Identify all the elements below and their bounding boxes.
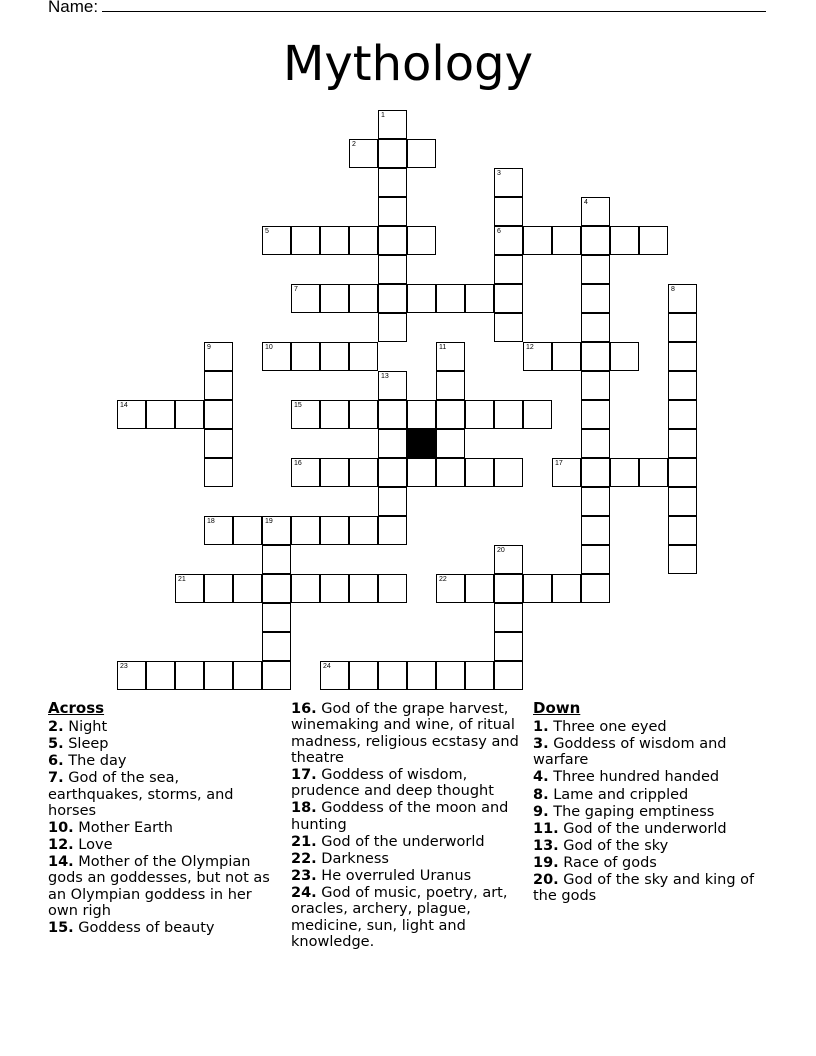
- grid-cell[interactable]: [494, 458, 523, 487]
- black-square: [407, 429, 436, 458]
- clue-text: Sleep: [63, 736, 109, 753]
- clue-text: God of the grape harvest, winemaking and wine, of ritual madness, religious ecstasy and theatre: [291, 701, 519, 766]
- grid-cell[interactable]: [581, 342, 610, 371]
- clue-number: 7: [294, 286, 298, 293]
- clue-text: Goddess of wisdom and warfare: [533, 736, 727, 769]
- grid-cell[interactable]: [204, 400, 233, 429]
- grid-cell[interactable]: [291, 400, 320, 429]
- clue-text: God of the sea, earthquakes, storms, and horses: [48, 770, 234, 819]
- clue-number: 9: [207, 344, 211, 351]
- clue-number: 4: [584, 199, 588, 206]
- grid-cell[interactable]: [581, 400, 610, 429]
- grid-cell[interactable]: [436, 284, 465, 313]
- grid-cell[interactable]: [320, 516, 349, 545]
- grid-cell[interactable]: [581, 516, 610, 545]
- grid-cell[interactable]: [378, 139, 407, 168]
- clue-text: God of the sky: [558, 837, 669, 854]
- grid-cell[interactable]: [610, 342, 639, 371]
- clue-text: The day: [63, 753, 127, 770]
- grid-cell[interactable]: [668, 458, 697, 487]
- down-clue: [533, 719, 765, 735]
- grid-cell[interactable]: [552, 458, 581, 487]
- grid-cell[interactable]: [668, 400, 697, 429]
- grid-cell[interactable]: [436, 400, 465, 429]
- clue-number-label: 3.: [533, 736, 549, 753]
- grid-cell[interactable]: [262, 574, 291, 603]
- grid-cell[interactable]: [581, 371, 610, 400]
- clue-number-label: 15.: [48, 920, 74, 937]
- clue-number: 21: [178, 576, 186, 583]
- clue-number: 5: [265, 228, 269, 235]
- grid-cell[interactable]: [204, 516, 233, 545]
- grid-cell[interactable]: [320, 458, 349, 487]
- clue-number: 20: [497, 547, 505, 554]
- clue-text: Love: [73, 837, 113, 854]
- clue-number-label: 8.: [533, 786, 549, 803]
- grid-cell[interactable]: [494, 632, 523, 661]
- grid-cell[interactable]: [436, 342, 465, 371]
- clue-number-label: 18.: [291, 800, 317, 817]
- grid-cell[interactable]: [668, 429, 697, 458]
- grid-cell[interactable]: [262, 342, 291, 371]
- grid-cell[interactable]: [668, 371, 697, 400]
- across-clue: [48, 854, 276, 919]
- clue-number: 10: [265, 344, 273, 351]
- grid-cell[interactable]: [378, 168, 407, 197]
- grid-cell[interactable]: [349, 516, 378, 545]
- grid-cell[interactable]: [233, 574, 262, 603]
- grid-cell[interactable]: [349, 400, 378, 429]
- grid-cell[interactable]: [378, 255, 407, 284]
- clue-text: Goddess of wisdom, prudence and deep thought: [291, 766, 494, 800]
- grid-cell[interactable]: [204, 342, 233, 371]
- grid-cell[interactable]: [146, 661, 175, 690]
- grid-cell[interactable]: [378, 574, 407, 603]
- grid-cell[interactable]: [204, 429, 233, 458]
- clue-text: Goddess of the moon and hunting: [291, 800, 509, 833]
- grid-cell[interactable]: [233, 516, 262, 545]
- grid-cell[interactable]: [668, 487, 697, 516]
- grid-cell[interactable]: [668, 342, 697, 371]
- grid-cell[interactable]: [552, 342, 581, 371]
- clue-number-label: 23.: [291, 867, 317, 884]
- grid-cell[interactable]: [262, 545, 291, 574]
- grid-cell[interactable]: [349, 661, 378, 690]
- grid-cell[interactable]: [581, 284, 610, 313]
- grid-cell[interactable]: [262, 661, 291, 690]
- grid-cell[interactable]: [552, 574, 581, 603]
- grid-cell[interactable]: [436, 574, 465, 603]
- clues-column-3: [533, 700, 765, 905]
- name-label: Name:: [48, 0, 99, 16]
- across-clue: [48, 920, 276, 936]
- clue-number-label: 20.: [533, 872, 559, 889]
- clue-number: 11: [439, 344, 447, 351]
- grid-cell[interactable]: [436, 458, 465, 487]
- across-clue: [48, 753, 276, 769]
- across-clue: [48, 736, 276, 752]
- grid-cell[interactable]: [552, 226, 581, 255]
- grid-cell[interactable]: [581, 574, 610, 603]
- clue-number: 13: [381, 373, 389, 380]
- grid-cell[interactable]: [291, 284, 320, 313]
- clue-text: Mother Earth: [73, 819, 173, 836]
- down-heading: Down: [533, 699, 581, 717]
- grid-cell[interactable]: [204, 661, 233, 690]
- grid-cell[interactable]: [581, 255, 610, 284]
- grid-cell[interactable]: [581, 545, 610, 574]
- grid-cell[interactable]: [146, 400, 175, 429]
- across-clue: [291, 701, 523, 766]
- clue-number-label: 22.: [291, 850, 317, 867]
- puzzle-title: Mythology: [282, 36, 533, 92]
- clue-text: Lame and crippled: [548, 786, 689, 803]
- clue-text: Night: [63, 719, 108, 735]
- grid-cell[interactable]: [407, 661, 436, 690]
- grid-cell[interactable]: [262, 226, 291, 255]
- grid-cell[interactable]: [378, 516, 407, 545]
- grid-cell[interactable]: [494, 168, 523, 197]
- clue-number-label: 24.: [291, 885, 317, 902]
- across-clue: [48, 719, 276, 735]
- grid-cell[interactable]: [407, 284, 436, 313]
- grid-cell[interactable]: [610, 226, 639, 255]
- grid-cell[interactable]: [262, 603, 291, 632]
- clue-number: 16: [294, 460, 302, 467]
- across-clue: [291, 767, 523, 800]
- clue-number-label: 2.: [48, 719, 64, 735]
- grid-cell[interactable]: [436, 371, 465, 400]
- clue-text: God of music, poetry, art, oracles, archery, plague, medicine, sun, light and knowledge.: [291, 885, 508, 950]
- down-clue: [533, 855, 765, 871]
- grid-cell[interactable]: [639, 226, 668, 255]
- clue-number-label: 4.: [533, 769, 549, 786]
- grid-cell[interactable]: [465, 458, 494, 487]
- grid-cell[interactable]: [378, 429, 407, 458]
- grid-cell[interactable]: [494, 284, 523, 313]
- grid-cell[interactable]: [581, 487, 610, 516]
- grid-cell[interactable]: [349, 139, 378, 168]
- down-clue: [533, 872, 765, 905]
- grid-cell[interactable]: [668, 545, 697, 574]
- grid-cell[interactable]: [581, 226, 610, 255]
- clue-number: 15: [294, 402, 302, 409]
- down-clue: [533, 787, 765, 803]
- clue-number-label: 13.: [533, 837, 559, 854]
- across-clue: [48, 770, 276, 819]
- grid-cell[interactable]: [117, 400, 146, 429]
- grid-cell[interactable]: [581, 458, 610, 487]
- clue-text: God of the underworld: [558, 820, 727, 837]
- grid-cell[interactable]: [378, 487, 407, 516]
- clue-number-label: 6.: [48, 753, 64, 770]
- clue-text: Three one eyed: [548, 719, 667, 735]
- grid-cell[interactable]: [494, 255, 523, 284]
- grid-cell[interactable]: [175, 400, 204, 429]
- clue-number: 14: [120, 402, 128, 409]
- grid-cell[interactable]: [581, 313, 610, 342]
- grid-cell[interactable]: [378, 110, 407, 139]
- grid-cell[interactable]: [523, 400, 552, 429]
- grid-cell[interactable]: [639, 458, 668, 487]
- grid-cell[interactable]: [610, 458, 639, 487]
- grid-cell[interactable]: [349, 342, 378, 371]
- grid-cell[interactable]: [378, 197, 407, 226]
- grid-cell[interactable]: [668, 284, 697, 313]
- clue-number-label: 21.: [291, 833, 317, 850]
- grid-cell[interactable]: [407, 400, 436, 429]
- clue-text: Goddess of beauty: [73, 920, 215, 937]
- clue-number-label: 19.: [533, 854, 559, 871]
- grid-cell[interactable]: [523, 226, 552, 255]
- grid-cell[interactable]: [349, 284, 378, 313]
- grid-cell[interactable]: [407, 458, 436, 487]
- clue-number-label: 7.: [48, 770, 64, 787]
- clues-column-2: [291, 701, 523, 951]
- clue-number-label: 17.: [291, 766, 317, 783]
- clue-number: 1: [381, 112, 385, 119]
- clue-number-label: 11.: [533, 820, 559, 837]
- grid-cell[interactable]: [581, 197, 610, 226]
- clue-number-label: 12.: [48, 837, 74, 854]
- clue-text: Race of gods: [558, 854, 657, 871]
- across-clue: [291, 885, 523, 950]
- across-clue: [291, 800, 523, 833]
- clue-text: Three hundred handed: [548, 769, 720, 786]
- across-clue: [291, 851, 523, 867]
- down-clue: [533, 736, 765, 769]
- across-heading: Across: [48, 699, 105, 717]
- grid-cell[interactable]: [320, 574, 349, 603]
- clue-number: 19: [265, 518, 273, 525]
- grid-cell[interactable]: [175, 574, 204, 603]
- down-clue: [533, 804, 765, 820]
- grid-cell[interactable]: [204, 371, 233, 400]
- clue-number: 8: [671, 286, 675, 293]
- grid-cell[interactable]: [175, 661, 204, 690]
- clue-text: Mother of the Olympian gods an goddesses, but not as an Olympian goddess in her own righ: [48, 854, 270, 920]
- grid-cell[interactable]: [378, 661, 407, 690]
- across-clue: [48, 837, 276, 853]
- grid-cell[interactable]: [378, 226, 407, 255]
- grid-cell[interactable]: [465, 284, 494, 313]
- clue-number: 3: [497, 170, 501, 177]
- clue-text: He overruled Uranus: [316, 867, 472, 884]
- grid-cell[interactable]: [378, 284, 407, 313]
- grid-cell[interactable]: [291, 574, 320, 603]
- grid-cell[interactable]: [204, 458, 233, 487]
- clue-text: The gaping emptiness: [548, 803, 715, 820]
- grid-cell[interactable]: [378, 400, 407, 429]
- clue-text: Darkness: [316, 850, 389, 867]
- across-clue: [291, 868, 523, 884]
- grid-cell[interactable]: [117, 661, 146, 690]
- grid-cell[interactable]: [320, 284, 349, 313]
- grid-cell[interactable]: [668, 516, 697, 545]
- clue-text: God of the sky and king of the gods: [533, 872, 755, 905]
- clue-number: 24: [323, 663, 331, 670]
- grid-cell[interactable]: [378, 371, 407, 400]
- clues-column-1: [48, 700, 276, 937]
- grid-cell[interactable]: [291, 342, 320, 371]
- grid-cell[interactable]: [291, 458, 320, 487]
- grid-cell[interactable]: [349, 574, 378, 603]
- clue-number-label: 10.: [48, 819, 74, 836]
- grid-cell[interactable]: [465, 574, 494, 603]
- grid-cell[interactable]: [494, 313, 523, 342]
- clue-number-label: 5.: [48, 736, 64, 753]
- down-clue: [533, 769, 765, 785]
- clue-number: 22: [439, 576, 447, 583]
- grid-cell[interactable]: [407, 226, 436, 255]
- grid-cell[interactable]: [494, 226, 523, 255]
- down-clue: [533, 838, 765, 854]
- grid-cell[interactable]: [523, 342, 552, 371]
- grid-cell[interactable]: [494, 574, 523, 603]
- grid-cell[interactable]: [523, 574, 552, 603]
- down-clue: [533, 821, 765, 837]
- grid-cell[interactable]: [349, 458, 378, 487]
- grid-cell[interactable]: [494, 400, 523, 429]
- grid-cell[interactable]: [262, 516, 291, 545]
- grid-cell[interactable]: [494, 603, 523, 632]
- grid-cell[interactable]: [436, 661, 465, 690]
- grid-cell[interactable]: [668, 313, 697, 342]
- grid-cell[interactable]: [204, 574, 233, 603]
- across-clue: [291, 834, 523, 850]
- clue-text: God of the underworld: [316, 833, 485, 850]
- clue-number-label: 14.: [48, 854, 74, 871]
- grid-cell[interactable]: [291, 226, 320, 255]
- grid-cell[interactable]: [581, 429, 610, 458]
- grid-cell[interactable]: [262, 632, 291, 661]
- grid-cell[interactable]: [291, 516, 320, 545]
- grid-cell[interactable]: [233, 661, 262, 690]
- grid-cell[interactable]: [378, 313, 407, 342]
- grid-cell[interactable]: [320, 226, 349, 255]
- grid-cell[interactable]: [494, 197, 523, 226]
- clue-number: 17: [555, 460, 563, 467]
- clue-number-label: 1.: [533, 719, 549, 735]
- grid-cell[interactable]: [320, 661, 349, 690]
- clue-number: 2: [352, 141, 356, 148]
- grid-cell[interactable]: [378, 458, 407, 487]
- grid-cell[interactable]: [494, 545, 523, 574]
- grid-cell[interactable]: [407, 139, 436, 168]
- clue-number: 12: [526, 344, 534, 351]
- grid-cell[interactable]: [436, 429, 465, 458]
- clue-number: 18: [207, 518, 215, 525]
- clue-number: 23: [120, 663, 128, 670]
- across-clue: [48, 820, 276, 836]
- grid-cell[interactable]: [320, 342, 349, 371]
- clue-number-label: 9.: [533, 803, 549, 820]
- clue-number-label: 16.: [291, 701, 317, 717]
- grid-cell[interactable]: [349, 226, 378, 255]
- grid-cell[interactable]: [465, 661, 494, 690]
- grid-cell[interactable]: [494, 661, 523, 690]
- grid-cell[interactable]: [320, 400, 349, 429]
- grid-cell[interactable]: [465, 400, 494, 429]
- clue-number: 6: [497, 228, 501, 235]
